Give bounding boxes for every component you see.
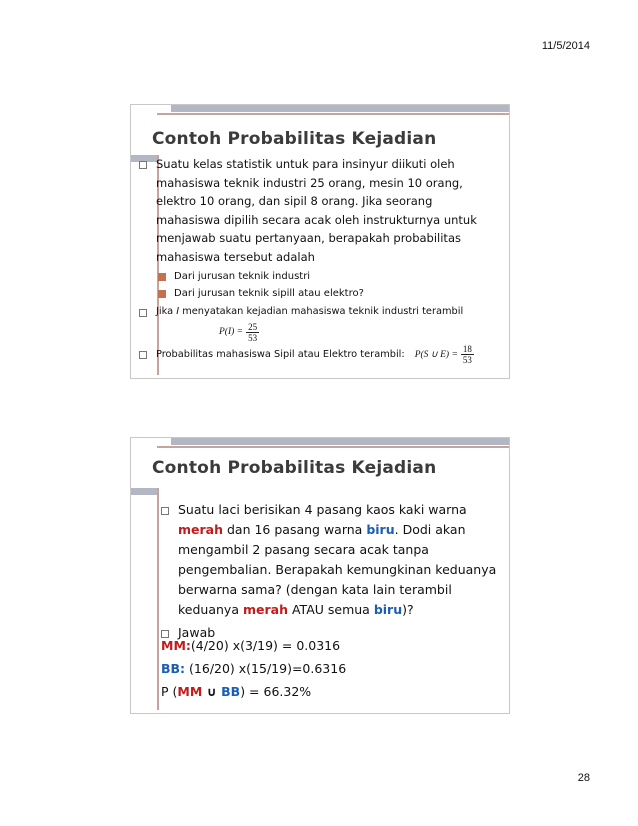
bullet-text: Jika I menyatakan kejadian mahasiswa teknik industri terambil bbox=[156, 306, 464, 317]
answer-total: P (MM ∪ BB) = 66.32% bbox=[161, 684, 312, 699]
slide-title: Contoh Probabilitas Kejadian bbox=[152, 129, 437, 149]
page-number: 28 bbox=[577, 772, 590, 784]
bullet-item bbox=[139, 155, 499, 266]
bullet-text: Probabilitas mahasiswa Sipil atau Elektro terambil: bbox=[156, 348, 405, 360]
bullet-item bbox=[139, 304, 499, 320]
sub-bullet-text: Dari jurusan teknik industri bbox=[174, 271, 311, 282]
sub-bullet-item bbox=[158, 285, 499, 302]
bullet-item: Probabilitas mahasiswa Sipil atau Elektro terambil: P(S ∪ E) = $\frac{18}{53}$ bbox=[139, 344, 499, 365]
bullet-square-icon bbox=[161, 507, 169, 515]
answer-bb: BB: (16/20) x(15/19)=0.6316 bbox=[161, 661, 347, 676]
sub-bullet-square-icon bbox=[158, 290, 166, 298]
slide-body bbox=[161, 500, 497, 643]
sub-bullet-square-icon bbox=[158, 273, 166, 281]
answer-block bbox=[161, 634, 346, 703]
bullet-square-icon bbox=[139, 351, 147, 359]
sub-bullet-item bbox=[158, 268, 499, 285]
sub-bullet-text: Dari jurusan teknik sipill atau elektro? bbox=[174, 288, 364, 299]
slide-decoration-left bbox=[131, 488, 157, 710]
bullet-text: Jawab bbox=[178, 625, 216, 640]
formula-p-i: P(I) = $\frac{25}{53}$ bbox=[219, 321, 258, 343]
answer-mm: MM:(4/20) x(3/19) = 0.0316 bbox=[161, 638, 341, 653]
bullet-square-icon bbox=[139, 309, 147, 317]
bullet-square-icon bbox=[139, 161, 147, 169]
slide-2 bbox=[130, 437, 510, 714]
bullet-text: Suatu kelas statistik untuk para insinyur diikuti oleh mahasiswa teknik industri 25 orang, mesin 10 orang, elektro 10 orang, dan sipil 8 orang. Jika seorang mahasiswa dipilih secara acak oleh instrukturnya untuk menjawab suatu pertanyaan, berapakah probabilitas mahasiswa tersebut adalah bbox=[156, 157, 477, 264]
formula-p-s-e: P(S ∪ E) = bbox=[414, 349, 458, 360]
slide-body bbox=[139, 155, 499, 365]
bullet-text: Suatu laci berisikan 4 pasang kaos kaki warna merah dan 16 pasang warna biru. Dodi akan mengambil 2 pasang secara acak tanpa pengembalian. Berapakah kemungkinan keduanya berwarna sama? (dengan kata lain terambil keduanya merah ATAU semua biru)? bbox=[178, 502, 497, 617]
print-date: 11/5/2014 bbox=[541, 40, 590, 52]
bullet-item bbox=[161, 500, 497, 620]
slide-title: Contoh Probabilitas Kejadian bbox=[152, 458, 437, 478]
slide-1 bbox=[130, 104, 510, 379]
